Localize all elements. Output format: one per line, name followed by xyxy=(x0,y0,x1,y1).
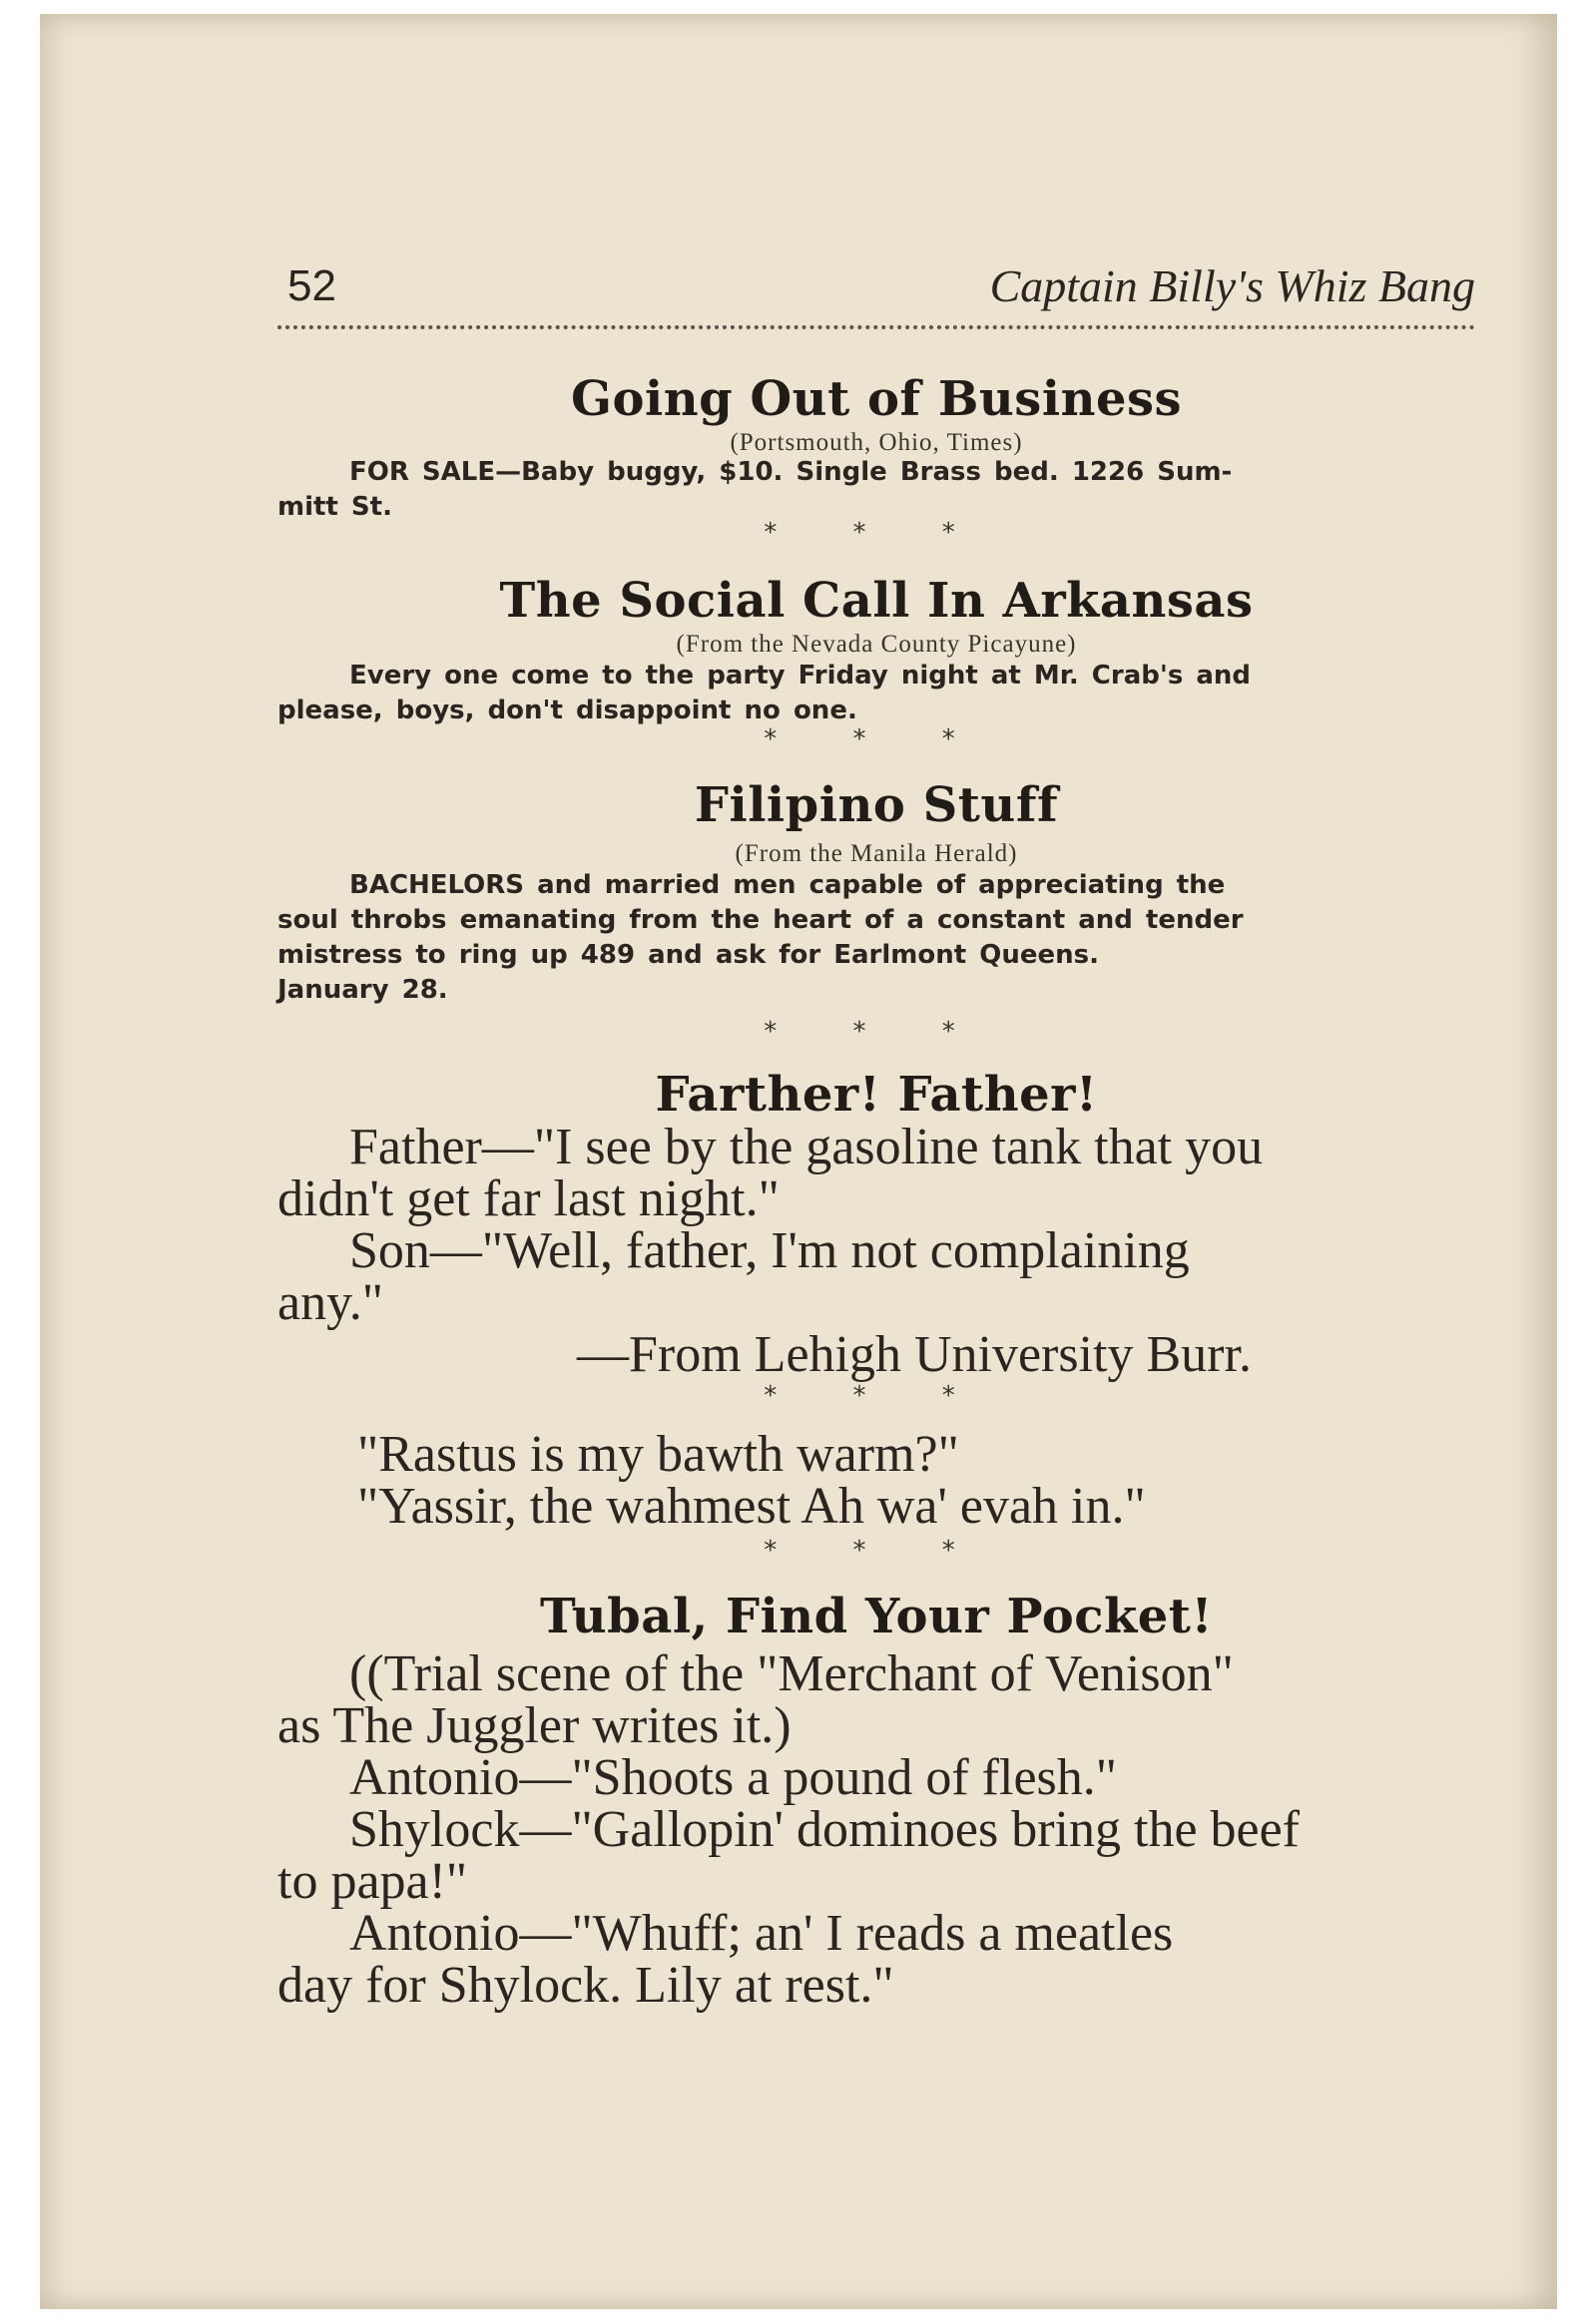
body-line: "Rastus is my bawth warm?" xyxy=(357,1426,959,1483)
heading-social-call-arkansas: The Social Call In Arkansas xyxy=(499,573,1254,629)
separator-stars: * * * xyxy=(764,724,989,754)
separator-stars: * * * xyxy=(764,1381,989,1411)
ad-line: January 28. xyxy=(277,975,448,1005)
attribution: —From Lehigh University Burr. xyxy=(577,1326,1252,1383)
heading-tubal-find-your-pocket: Tubal, Find Your Pocket! xyxy=(539,1589,1214,1644)
body-line: didn't get far last night." xyxy=(277,1170,780,1227)
ad-line: mistress to ring up 489 and ask for Earlmont Queens. xyxy=(277,940,1099,970)
ad-line: Every one come to the party Friday night at Mr. Crab's and xyxy=(349,661,1252,691)
body-line: as The Juggler writes it.) xyxy=(277,1697,792,1754)
body-line: Antonio—"Whuff; an' I reads a meatles xyxy=(349,1905,1174,1962)
separator-stars: * * * xyxy=(764,1017,989,1047)
body-line: "Yassir, the wahmest Ah wa' evah in." xyxy=(357,1478,1146,1535)
joke-rastus xyxy=(277,1426,1475,1535)
running-header xyxy=(277,255,1475,329)
source-manila-herald: (From the Manila Herald) xyxy=(735,840,1018,867)
page-number: 52 xyxy=(287,261,336,310)
ad-going-out-of-business xyxy=(277,455,1475,525)
ad-line: soul throbs emanating from the heart of a constant and tender xyxy=(277,905,1244,935)
ad-social-call xyxy=(277,659,1475,728)
separator-stars: * * * xyxy=(764,518,989,548)
heading-going-out-of-business: Going Out of Business xyxy=(570,371,1183,427)
joke-farther-father xyxy=(277,1119,1475,1383)
body-line: day for Shylock. Lily at rest." xyxy=(277,1957,894,2014)
body-line: Antonio—"Shoots a pound of flesh." xyxy=(349,1749,1117,1806)
ad-line: BACHELORS and married men capable of appreciating the xyxy=(349,870,1226,900)
body-line: to papa!" xyxy=(277,1853,468,1910)
running-title: Captain Billy's Whiz Bang xyxy=(989,260,1475,311)
source-portsmouth: (Portsmouth, Ohio, Times) xyxy=(730,429,1023,456)
heading-farther-father: Farther! Father! xyxy=(655,1067,1098,1123)
ad-filipino-stuff xyxy=(277,868,1475,1008)
source-nevada-county: (From the Nevada County Picayune) xyxy=(676,631,1077,658)
body-line: Father—"I see by the gasoline tank that you xyxy=(349,1119,1264,1175)
joke-tubal xyxy=(277,1645,1475,2014)
body-line: ((Trial scene of the "Merchant of Venison" xyxy=(349,1645,1234,1702)
heading-filipino-stuff: Filipino Stuff xyxy=(694,777,1059,833)
book-page xyxy=(40,14,1557,2309)
body-line: any." xyxy=(277,1274,383,1331)
separator-stars: * * * xyxy=(764,1536,989,1566)
ad-line: mitt St. xyxy=(277,492,392,522)
body-line: Son—"Well, father, I'm not complaining xyxy=(349,1222,1190,1279)
ad-line: FOR SALE—Baby buggy, $10. Single Brass bed. 1226 Sum- xyxy=(349,457,1233,487)
body-line: Shylock—"Gallopin' dominoes bring the beef xyxy=(349,1801,1300,1858)
ad-line: please, boys, don't disappoint no one. xyxy=(277,696,857,725)
